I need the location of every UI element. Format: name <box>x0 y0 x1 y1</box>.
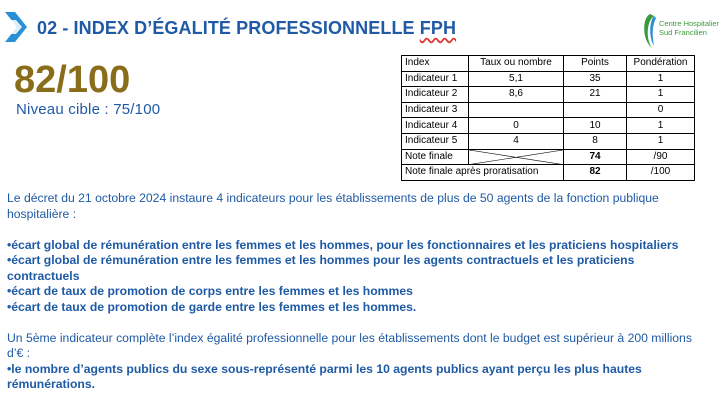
cross-lines <box>469 150 563 165</box>
chevron-arrow-icon <box>3 8 29 46</box>
cell-taux <box>469 102 564 118</box>
title-suffix: FPH <box>419 18 457 38</box>
cell-index: Indicateur 4 <box>402 118 469 134</box>
cell-points: 21 <box>564 87 627 103</box>
cell-taux: 8,6 <box>469 87 564 103</box>
spacer <box>7 315 707 331</box>
bullet-item: •le nombre d’agents publics du sexe sous-représenté parmi les 10 agents publics ayant perçu les plus hautes rémunérations. <box>7 361 642 391</box>
col-header-points: Points <box>564 56 627 72</box>
fifth-indicator-paragraph: Un 5ème indicateur complète l’index égalité professionnelle pour les établissements dont le budget est supérieur à 200 millions d’€ : <box>7 330 692 360</box>
cell-index: Note finale après proratisation <box>402 165 564 181</box>
cell-index: Indicateur 3 <box>402 102 469 118</box>
bullet-item: •écart global de rémunération entre les femmes et les hommes pour les agents contractuels et les praticiens contractuels <box>7 253 635 283</box>
cell-points: 82 <box>564 165 627 181</box>
cell-ponderation: 1 <box>627 71 695 87</box>
table-row <box>402 133 695 149</box>
crossed-out-cell <box>469 149 564 165</box>
intro-paragraph: Le décret du 21 octobre 2024 instaure 4 indicateurs pour les établissements de plus de 50 agents de la fonction publique hospitalière : <box>7 191 659 221</box>
logo-line-1: Centre Hospitalier <box>659 19 720 28</box>
cell-taux: 5,1 <box>469 71 564 87</box>
page-title <box>37 18 456 39</box>
spacer <box>7 222 707 238</box>
cell-index: Indicateur 5 <box>402 133 469 149</box>
cell-points: 10 <box>564 118 627 134</box>
table-row-note-proratisation <box>402 165 695 181</box>
table-row <box>402 87 695 103</box>
cell-taux: 0 <box>469 118 564 134</box>
table-header-row <box>402 56 695 72</box>
bullet-item: •écart global de rémunération entre les femmes et les hommes, pour les fonctionnaires et les praticiens hospitaliers <box>7 237 679 252</box>
index-table <box>401 55 695 181</box>
table-row-note-finale <box>402 149 695 165</box>
logo-line-2: Sud Francilien <box>659 28 707 37</box>
body-text <box>7 191 707 393</box>
table-row <box>402 102 695 118</box>
cell-points: 8 <box>564 133 627 149</box>
cell-points <box>564 102 627 118</box>
cell-index: Indicateur 1 <box>402 71 469 87</box>
table-row <box>402 118 695 134</box>
cell-points: 74 <box>564 149 627 165</box>
score-value: 82/100 <box>14 59 131 101</box>
cell-index: Note finale <box>402 149 469 165</box>
bullet-item: •écart de taux de promotion de garde entre les femmes et les hommes. <box>7 299 417 314</box>
cell-taux: 4 <box>469 133 564 149</box>
cell-ponderation: /90 <box>627 149 695 165</box>
bullet-item: •écart de taux de promotion de corps entre les femmes et les hommes <box>7 284 413 298</box>
cell-ponderation: /100 <box>627 165 695 181</box>
cell-ponderation: 1 <box>627 87 695 103</box>
cell-index: Indicateur 2 <box>402 87 469 103</box>
cell-points: 35 <box>564 71 627 87</box>
cell-ponderation: 1 <box>627 118 695 134</box>
col-header-ponderation: Pondération <box>627 56 695 72</box>
table-row <box>402 71 695 87</box>
target-level: Niveau cible : 75/100 <box>16 101 161 118</box>
title-main: 02 - INDEX D’ÉGALITÉ PROFESSIONNELLE <box>37 18 420 38</box>
col-header-taux: Taux ou nombre <box>469 56 564 72</box>
cell-ponderation: 0 <box>627 102 695 118</box>
col-header-index: Index <box>402 56 469 72</box>
cell-ponderation: 1 <box>627 133 695 149</box>
